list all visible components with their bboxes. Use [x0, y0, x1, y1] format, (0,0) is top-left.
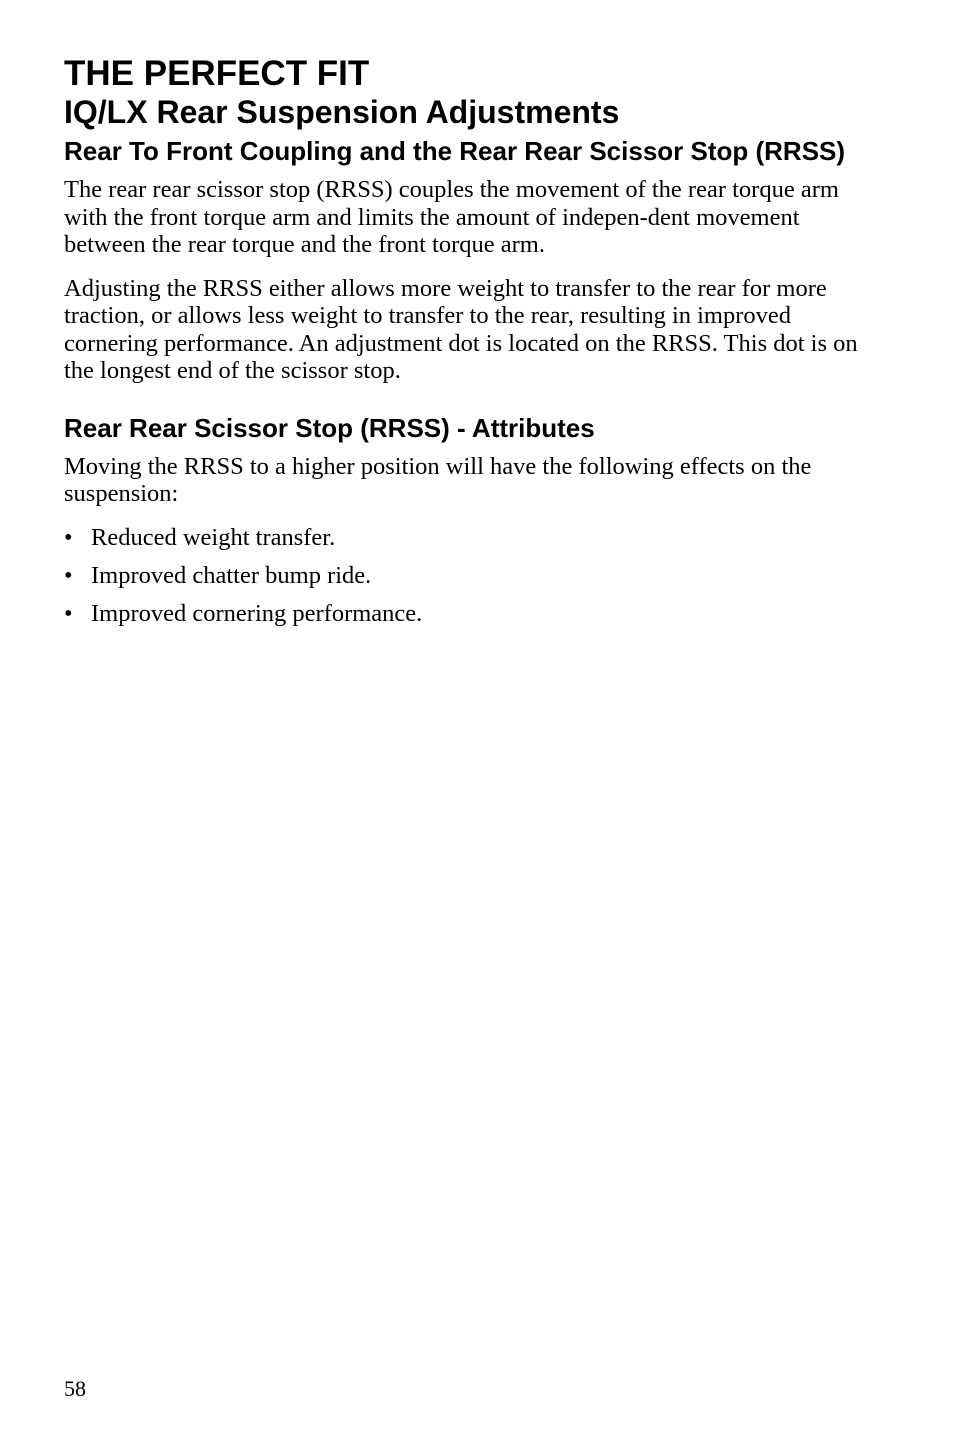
attributes-list — [64, 524, 864, 628]
bullet-icon: • — [64, 523, 73, 551]
bullet-icon: • — [64, 599, 73, 627]
list-item-text: Improved cornering performance. — [91, 599, 423, 627]
subsection-title-coupling: Rear To Front Coupling and the Rear Rear Scissor Stop (RRSS) — [64, 136, 846, 166]
paragraph-rrss-adjustment: Adjusting the RRSS either allows more weight to transfer to the rear for more traction, or allows less weight to transfer to the rear, resulting in improved cornering performance. An adjustment dot is located on the RRSS. This dot is on the longest end of the scissor stop. — [64, 274, 858, 384]
paragraph-rrss-description: The rear rear scissor stop (RRSS) couples the movement of the rear torque arm with the front torque arm and limits the amount of indepen-dent movement between the rear torque and the front torque arm. — [64, 176, 839, 258]
list-item — [64, 600, 864, 628]
list-item-text: Reduced weight transfer. — [91, 523, 336, 551]
list-item-text: Improved chatter bump ride. — [91, 561, 372, 589]
page-number: 58 — [64, 1376, 86, 1401]
bullet-icon: • — [64, 561, 73, 589]
list-item — [64, 562, 864, 590]
subsection-title-attributes: Rear Rear Scissor Stop (RRSS) - Attributes — [64, 412, 595, 443]
section-title: IQ/LX Rear Suspension Adjustments — [64, 94, 620, 130]
list-item — [64, 524, 864, 552]
paragraph-attributes-intro: Moving the RRSS to a higher position will have the following effects on the suspension: — [64, 452, 812, 507]
page-content — [64, 54, 864, 638]
chapter-title: THE PERFECT FIT — [64, 54, 370, 93]
